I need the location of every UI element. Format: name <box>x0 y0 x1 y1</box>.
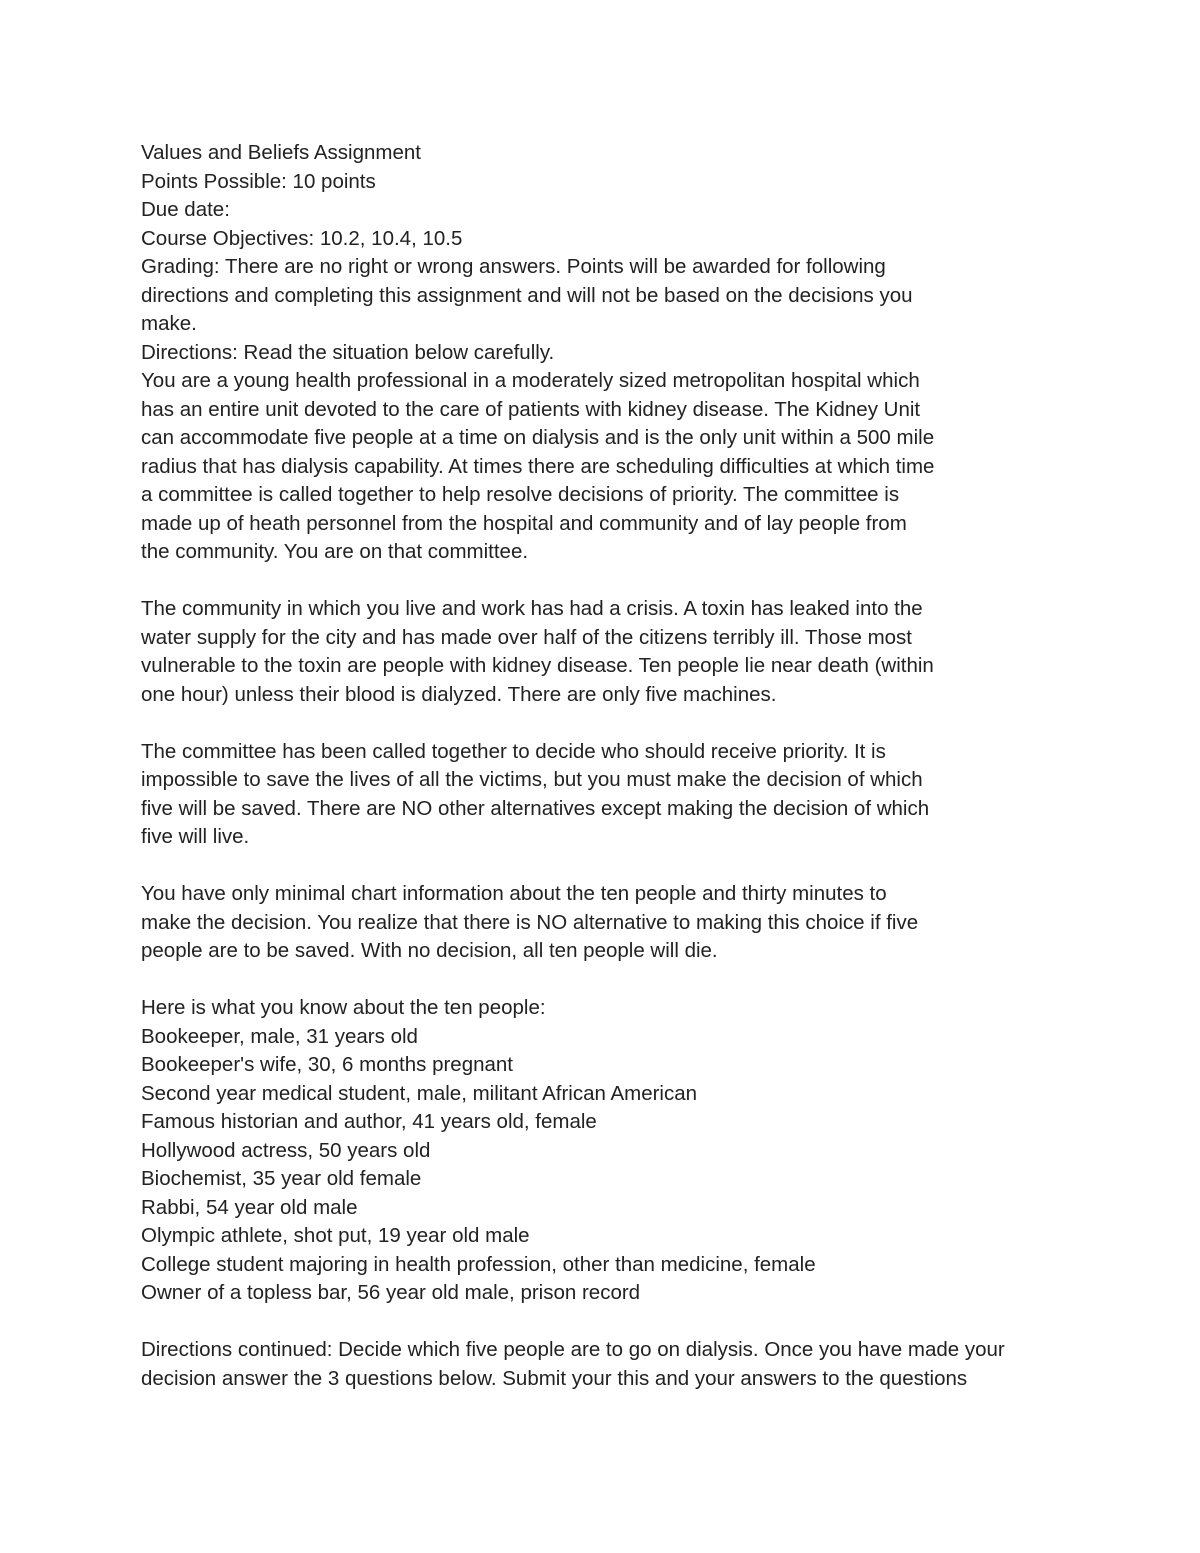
person-item: Biochemist, 35 year old female <box>141 1167 422 1190</box>
course-objectives: Course Objectives: 10.2, 10.4, 10.5 <box>141 226 463 250</box>
grading-line-3: make. <box>141 312 197 335</box>
person-item: Second year medical student, male, militant African American <box>141 1081 698 1105</box>
document-body <box>141 139 1081 1393</box>
paragraph1-line-2: has an entire unit devoted to the care of patients with kidney disease. The Kidney Unit <box>141 397 921 421</box>
paragraph3-line-4: five will live. <box>141 825 250 848</box>
spacer <box>141 709 1081 738</box>
paragraph1-line-1: You are a young health professional in a moderately sized metropolitan hospital which <box>141 369 920 392</box>
person-item: Rabbi, 54 year old male <box>141 1195 358 1219</box>
due-date: Due date: <box>141 198 230 221</box>
paragraph2-line-2: water supply for the city and has made over half of the citizens terribly ill. Those most <box>141 625 913 649</box>
directions-continued-line-2: decision answer the 3 questions below. Submit your this and your answers to the questions <box>141 1366 968 1390</box>
directions: Directions: Read the situation below carefully. <box>141 340 555 364</box>
points-possible: Points Possible: 10 points <box>141 169 376 193</box>
paragraph3-line-3: five will be saved. There are NO other alternatives except making the decision of which <box>141 796 930 820</box>
directions-continued-line-1: Directions continued: Decide which five people are to go on dialysis. Once you have made your <box>141 1338 1005 1361</box>
person-item: Hollywood actress, 50 years old <box>141 1138 431 1162</box>
person-item: Olympic athlete, shot put, 19 year old male <box>141 1224 530 1247</box>
spacer <box>141 1308 1081 1337</box>
paragraph4-line-3: people are to be saved. With no decision, all ten people will die. <box>141 939 718 962</box>
paragraph4-line-2: make the decision. You realize that there is NO alternative to making this choice if five <box>141 910 919 934</box>
spacer <box>141 567 1081 596</box>
person-item: Bookeeper, male, 31 years old <box>141 1024 418 1048</box>
paragraph2-line-3: vulnerable to the toxin are people with kidney disease. Ten people lie near death (within <box>141 654 934 677</box>
person-item: Owner of a topless bar, 56 year old male, prison record <box>141 1281 641 1304</box>
person-item: College student majoring in health profession, other than medicine, female <box>141 1252 816 1276</box>
paragraph1-line-6: made up of heath personnel from the hospital and community and of lay people from <box>141 511 907 535</box>
paragraph3-line-2: impossible to save the lives of all the victims, but you must make the decision of which <box>141 768 923 791</box>
paragraph1-line-3: can accommodate five people at a time on dialysis and is the only unit within a 500 mile <box>141 426 935 449</box>
paragraph1-line-7: the community. You are on that committee. <box>141 540 529 563</box>
paragraph1-line-5: a committee is called together to help resolve decisions of priority. The committee is <box>141 483 900 506</box>
grading-line-2: directions and completing this assignment and will not be based on the decisions you <box>141 283 913 307</box>
person-item: Bookeeper's wife, 30, 6 months pregnant <box>141 1053 514 1076</box>
document-title: Values and Beliefs Assignment <box>141 141 421 164</box>
people-intro: Here is what you know about the ten people: <box>141 996 546 1019</box>
paragraph3-line-1: The committee has been called together to decide who should receive priority. It is <box>141 739 886 763</box>
person-item: Famous historian and author, 41 years old, female <box>141 1110 597 1133</box>
paragraph4-line-1: You have only minimal chart information about the ten people and thirty minutes to <box>141 882 887 905</box>
paragraph2-line-1: The community in which you live and work has had a crisis. A toxin has leaked into the <box>141 597 923 620</box>
spacer <box>141 852 1081 881</box>
spacer <box>141 966 1081 995</box>
grading-line-1: Grading: There are no right or wrong answers. Points will be awarded for following <box>141 255 886 278</box>
paragraph1-line-4: radius that has dialysis capability. At times there are scheduling difficulties at which time <box>141 454 935 478</box>
paragraph2-line-4: one hour) unless their blood is dialyzed. There are only five machines. <box>141 682 777 706</box>
